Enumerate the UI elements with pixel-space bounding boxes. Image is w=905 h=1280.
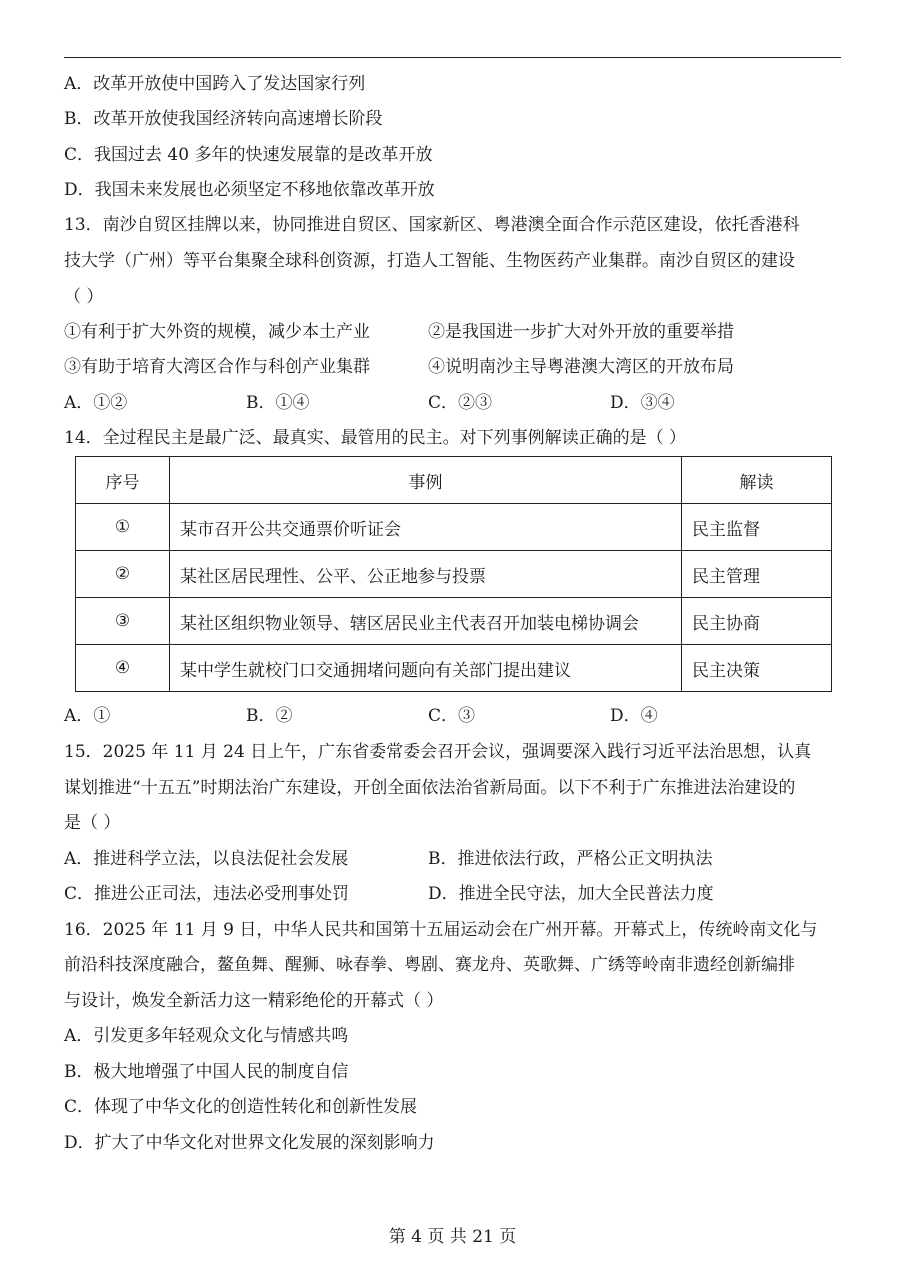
header-interpretation: 解读 bbox=[682, 457, 832, 504]
q16-stem-line-3: 与设计，焕发全新活力这一精彩绝伦的开幕式（ ） bbox=[64, 991, 444, 1011]
q16-stem-line-1: 16．2025 年 11 月 9 日，中华人民共和国第十五届运动会在广州开幕。开幕式上，传统岭南文化与 bbox=[64, 920, 818, 940]
q13-stem-line-1: 13．南沙自贸区挂牌以来，协同推进自贸区、国家新区、粤港澳全面合作示范区建设，依托香港科 bbox=[64, 215, 800, 235]
q13-choice-d: D．③④ bbox=[610, 393, 675, 413]
page-footer: 第 4 页 共 21 页 bbox=[388, 1227, 517, 1247]
table-row bbox=[76, 504, 832, 551]
row-case: 某社区组织物业领导、辖区居民业主代表召开加装电梯协调会 bbox=[170, 598, 682, 645]
q16-choice-b: B．极大地增强了中国人民的制度自信 bbox=[64, 1062, 349, 1082]
q13-statement-4: ④说明南沙主导粤港澳大湾区的开放布局 bbox=[428, 357, 734, 377]
header-case: 事例 bbox=[170, 457, 682, 504]
q13-statement-1: ①有利于扩大外资的规模，减少本土产业 bbox=[64, 322, 370, 342]
table-row bbox=[76, 645, 832, 692]
table-row bbox=[76, 551, 832, 598]
row-number: ④ bbox=[76, 645, 170, 692]
row-interpretation: 民主协商 bbox=[682, 598, 832, 645]
q15-stem-line-1: 15．2025 年 11 月 24 日上午，广东省委常委会召开会议，强调要深入践行习近平法治思想，认真 bbox=[64, 742, 812, 762]
table-header-row bbox=[76, 457, 832, 504]
q12-option-c: C．我国过去 40 多年的快速发展靠的是改革开放 bbox=[64, 145, 433, 165]
q13-statement-3: ③有助于培育大湾区合作与科创产业集群 bbox=[64, 357, 370, 377]
row-case: 某市召开公共交通票价听证会 bbox=[170, 504, 682, 551]
q13-statement-2: ②是我国进一步扩大对外开放的重要举措 bbox=[428, 322, 734, 342]
q15-choice-a: A．推进科学立法，以良法促社会发展 bbox=[64, 849, 349, 869]
row-interpretation: 民主管理 bbox=[682, 551, 832, 598]
q16-choice-c: C．体现了中华文化的创造性转化和创新性发展 bbox=[64, 1097, 418, 1117]
row-number: ③ bbox=[76, 598, 170, 645]
q16-stem-line-2: 前沿科技深度融合，鳌鱼舞、醒狮、咏春拳、粤剧、赛龙舟、英歌舞、广绣等岭南非遗经创新编排 bbox=[64, 955, 795, 975]
row-interpretation: 民主决策 bbox=[682, 645, 832, 692]
q16-choice-d: D．扩大了中华文化对世界文化发展的深刻影响力 bbox=[64, 1133, 435, 1153]
table-row bbox=[76, 598, 832, 645]
row-case: 某中学生就校门口交通拥堵问题向有关部门提出建议 bbox=[170, 645, 682, 692]
q14-choice-b: B．② bbox=[246, 706, 293, 726]
q13-stem-line-2: 技大学（广州）等平台集聚全球科创资源，打造人工智能、生物医药产业集群。南沙自贸区的建设 bbox=[64, 251, 795, 271]
q12-option-d: D．我国未来发展也必须坚定不移地依靠改革开放 bbox=[64, 180, 435, 200]
header-rule bbox=[64, 57, 841, 58]
q14-stem: 14．全过程民主是最广泛、最真实、最管用的民主。对下列事例解读正确的是（ ） bbox=[64, 428, 687, 448]
q13-choice-c: C．②③ bbox=[428, 393, 493, 413]
q16-choice-a: A．引发更多年轻观众文化与情感共鸣 bbox=[64, 1026, 349, 1046]
q14-choice-c: C．③ bbox=[428, 706, 476, 726]
row-interpretation: 民主监督 bbox=[682, 504, 832, 551]
q14-choice-a: A．① bbox=[64, 706, 111, 726]
q12-option-b: B．改革开放使我国经济转向高速增长阶段 bbox=[64, 109, 383, 129]
row-number: ① bbox=[76, 504, 170, 551]
q13-stem-line-3: （ ） bbox=[64, 287, 104, 307]
q15-stem-line-3: 是（ ） bbox=[64, 813, 121, 833]
row-number: ② bbox=[76, 551, 170, 598]
q12-option-a: A．改革开放使中国跨入了发达国家行列 bbox=[64, 74, 366, 94]
q14-table bbox=[75, 456, 832, 692]
q15-choice-c: C．推进公正司法，违法必受刑事处罚 bbox=[64, 884, 350, 904]
q13-choice-b: B．①④ bbox=[246, 393, 310, 413]
row-case: 某社区居民理性、公平、公正地参与投票 bbox=[170, 551, 682, 598]
q15-choice-d: D．推进全民守法，加大全民普法力度 bbox=[428, 884, 714, 904]
header-number: 序号 bbox=[76, 457, 170, 504]
q13-choice-a: A．①② bbox=[64, 393, 128, 413]
q14-choice-d: D．④ bbox=[610, 706, 658, 726]
q15-stem-line-2: 谋划推进“十五五”时期法治广东建设，开创全面依法治省新局面。以下不利于广东推进法治建设的 bbox=[64, 778, 796, 798]
q15-choice-b: B．推进依法行政，严格公正文明执法 bbox=[428, 849, 713, 869]
